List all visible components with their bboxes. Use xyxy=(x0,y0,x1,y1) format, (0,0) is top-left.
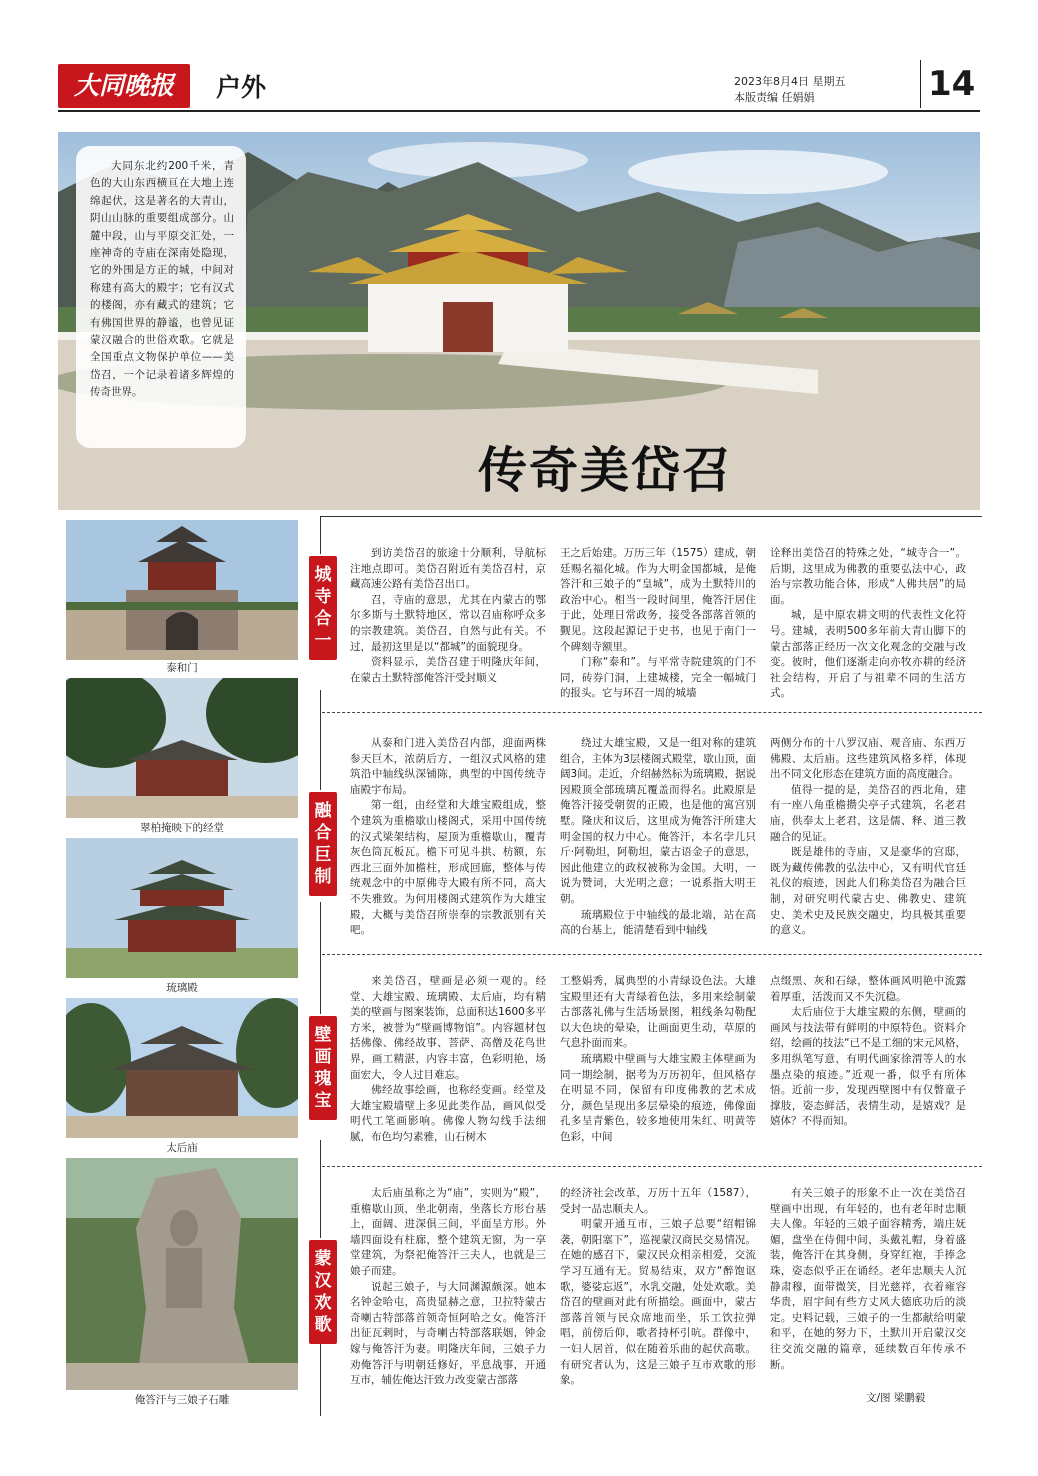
paragraph: 点缀黑、灰和石绿，整体画风明艳中流露着厚重，活泼而又不失沉稳。 xyxy=(770,975,966,1003)
section-3-col-1 xyxy=(350,974,546,1146)
section-tag-fusion: 融合巨制 xyxy=(309,792,337,896)
masthead-rule xyxy=(58,110,980,112)
paragraph: 诠释出美岱召的特殊之处，“城寺合一”。后期，这里成为佛教的重要弘法中心，政治与宗教功能合体，形成“人佛共居”的局面。 xyxy=(770,547,966,606)
empress-temple-illustration xyxy=(66,998,298,1138)
photo-stone-carving xyxy=(66,1158,298,1390)
gate-illustration xyxy=(66,520,298,660)
paragraph: 工整娟秀，属典型的小青绿设色法。大雄宝殿里还有大青绿着色法，多用来绘制蒙古部落礼佛与生活场景图，粗线条勾勒配以大色块的晕染，让画面更生动，草原的气息扑面而来。 xyxy=(560,975,756,1050)
section-rule-2 xyxy=(320,690,321,790)
masthead xyxy=(58,60,980,116)
section-3-col-3 xyxy=(770,974,966,1130)
sutra-hall-illustration xyxy=(66,678,298,818)
page-number-divider xyxy=(920,60,921,108)
section-rule-4 xyxy=(320,1140,321,1238)
newspaper-logo: 大同晚报 xyxy=(58,64,190,108)
caption-glazed-hall: 琉璃殿 xyxy=(166,982,198,994)
paragraph: 太后庙位于大雄宝殿的东侧，壁画的画风与技法带有鲜明的中原特色。资料介绍，绘画的技法“已不是工细的宋元风格，多用纵笔写意，有明代画家徐渭等人的水墨点染的痕迹。”近观一番，似乎有所体悟。近前一步，发现西壁图中有仅瞥童子撑肢，姿态鲜活，表情生动，是嬉戏？是嬉体？不得而知。 xyxy=(770,1006,966,1128)
caption-taihe-gate: 泰和门 xyxy=(166,662,198,674)
byline: 文/图 梁鹏毅 xyxy=(866,1392,926,1404)
paragraph: 琉璃殿位于中轴线的最北端，站在高高的台基上，能清楚看到中轴线 xyxy=(560,908,756,937)
issue-date: 2023年8月4日 星期五 xyxy=(734,75,846,88)
section-rule-3 xyxy=(320,902,321,1014)
section-2-col-1 xyxy=(350,736,546,939)
section-4-col-3 xyxy=(770,1186,966,1373)
paragraph: 的经济社会改革，万历十五年（1587），受封一品忠顺夫人。 xyxy=(560,1187,756,1215)
photo-sutra-hall xyxy=(66,678,298,818)
paragraph: 既是雄伟的寺庙，又是豪华的宫邸，既为藏传佛教的弘法中心，又有明代官廷礼仪的痕迹，因此人们称美岱召为融合巨制，对研究明代蒙古史、佛教史、建筑史、美术史及民族交融史，均具极其重要的意义。 xyxy=(770,846,966,937)
section-1-col-3 xyxy=(770,546,966,702)
caption-stone-carving: 俺答汗与三娘子石雕 xyxy=(134,1394,230,1406)
glazed-hall-illustration xyxy=(66,838,298,978)
section-4-col-2 xyxy=(560,1186,756,1389)
section-2-col-3 xyxy=(770,736,966,939)
caption-sutra-hall: 翠柏掩映下的经堂 xyxy=(140,822,224,834)
section-tag-city-temple: 城寺合一 xyxy=(309,556,337,660)
paragraph: 两侧分布的十八罗汉庙、观音庙、东西万佛殿、太后庙。这些建筑风格多样，体现出不同文化形态在建筑方面的高度融合。 xyxy=(770,737,966,781)
paragraph: 从泰和门进入美岱召内部，迎面两株参天巨木，浓荫后方，一组汉式风格的建筑沿中轴线纵深铺陈，典型的中国传统寺庙殿宇布局。 xyxy=(350,737,546,796)
paragraph: 第一组，由经堂和大雄宝殿组成，整个建筑为重檐歇山楼阁式，采用中国传统的汉式梁架结构，屋顶为重檐歇山，覆青灰色筒瓦板瓦。檐下可见斗拱、枋额，东西北三面外加檐柱，形成回廊，整体与传统观念中的中原佛寺大殿有所不同，高大不失雅致。为何用楼阁式建筑作为大雄宝殿，大概与美岱召所崇奉的宗教派别有关吧。 xyxy=(350,799,546,937)
paragraph: 有关三娘子的形象不止一次在美岱召壁画中出现，有年轻的，也有老年时忠顺夫人像。年轻的三娘子面容精秀，端庄妩媚，盘坐在侍佣中间，头戴礼帽，身着盛装，俺答汗在其身侧，身穿红袍，手捧念珠，姿态似乎正在诵经。老年忠顺夫人沉静肃穆，面带微笑，目光慈祥，衣着雍容华贵，眉宇间有些方丈风大德底功后的淡定。史料记载，三娘子的一生都献给明蒙和平，在她的努力下，土默川开启蒙汉交往交流交融的篇章，延续数百年传承不断。 xyxy=(770,1187,966,1371)
section-name: 户外 xyxy=(216,73,267,102)
intro-box: 大同东北约200千米，青色的大山东西横亘在大地上连绵起伏，这是著名的大青山，阴山山脉的重要组成部分。山麓中段，山与平原交汇处，一座神奇的寺庙在深南处隐现，它的外围是方正的城，中间对称建有高大的殿宇；它有汉式的楼阁，亦有藏式的建筑；它有佛国世界的静谧，也曾见证蒙汉融合的世俗欢歌。它就是全国重点文物保护单位——美岱召，一个记录着诸多辉煌的传奇世界。 xyxy=(76,146,246,448)
section-1-col-1 xyxy=(350,546,546,686)
page-editor: 本版责编 任娟娟 xyxy=(734,91,815,104)
paragraph: 值得一提的是，美岱召的西北角，建有一座八角重檐攒尖亭子式建筑，名老君庙，供奉太上老君，这是儒、释、道三教融合的见证。 xyxy=(770,783,966,843)
photo-taihe-gate xyxy=(66,520,298,660)
section-tag-murals: 壁画瑰宝 xyxy=(309,1016,337,1120)
paragraph: 说起三娘子，与大同渊源颇深。她本名钟金哈屯，高贵显赫之意，卫拉特蒙古奇喇古特部落首领奇恒阿哈之女。俺答汗出征瓦剌时，与奇喇古特部落联姻，钟金嫁与俺答汗为妻。明隆庆年间，三娘子力劝俺答汗与明朝廷修好，平息战事，开通互市，辅佐俺达汗致力改变蒙古部落 xyxy=(350,1280,546,1387)
section-3-col-2 xyxy=(560,974,756,1146)
paragraph: 到访美岱召的旅途十分顺利，导航标注地点即可。美岱召附近有美岱召村，京藏高速公路有美岱召出口。 xyxy=(350,547,546,591)
article-top-rule xyxy=(320,516,982,517)
section-divider-2 xyxy=(322,954,982,955)
paragraph: 明蒙开通互市，三娘子总要“绍帽锦袭，朝阳塞下”，巡视蒙汉商民交易情况。在她的感召下，蒙汉民众相亲相爱，交流学习互通有无。贸易结束，双方“醉饱讴歌，婆娑忘返”，水乳交融，处处欢歌。美岱召的壁画对此有所描绘。画面中，蒙古部落首领与民众席地而坐，乐工饮拉弹唱，前傍后仰，歌者持杯引吭。群像中，一妇人居首，似在随着乐曲的起伏高歌。有研究者认为，这是三娘子互市欢歌的形象。 xyxy=(560,1218,756,1387)
paragraph: 绕过大雄宝殿，又是一组对称的建筑组合，主体为3层楼阁式殿堂，歇山顶，面阔3间。走近，介绍赫然标为琉璃殿，据说因殿顶全部琉璃瓦覆盖而得名。此殿原是俺答汗接受朝贺的正殿，也是他的寓宫别墅。隆庆和议后，这里成为俺答汗所建大明金国的权力中心。俺答汗，本名孛儿只斤·阿勒坦，阿勒坦，蒙古语金子的意思，因此他建立的政权被称为金国。大明，一说为赞词，大光明之意；一说系指大明王朝。 xyxy=(560,737,756,905)
section-1-col-2 xyxy=(560,546,756,702)
paragraph: 城，是中原农耕文明的代表性文化符号。建城，表明500多年前大青山脚下的蒙古部落正经历一次文化观念的交融与改变。彼时，他们逐渐走向亦牧亦耕的经济社会结构，开启了与祖辈不同的生活方式。 xyxy=(770,609,966,700)
article-title: 传奇美岱召 xyxy=(478,441,734,499)
paragraph: 资料显示，美岱召建于明隆庆年间，在蒙古土默特部俺答汗受封顺义 xyxy=(350,656,546,684)
photo-glazed-hall xyxy=(66,838,298,978)
section-tag-mongol-han: 蒙汉欢歌 xyxy=(309,1240,337,1344)
section-4-col-1 xyxy=(350,1186,546,1389)
paragraph: 太后庙虽称之为“庙”，实则为“殿”，重檐歇山顶，坐北朝南，坐落长方形台基上，面阔、进深俱三间，平面呈方形。外墙四面设有柱廊，整个建筑无窗，为一享堂建筑，为祭祀俺答汗三夫人，也就是三娘子而建。 xyxy=(350,1187,546,1277)
section-divider-1 xyxy=(322,712,982,713)
paragraph: 王之后始建。万历三年（1575）建成，朝廷赐名福化城。作为大明金国都城，是俺答汗和三娘子的“皇城”，成为土默特川的政治中心。相当一段时间里，俺答汗居住于此，处理日常政务，接受各部落首领的觐见。这段起源记于史书，也见于南门一个碑刻寺额里。 xyxy=(560,547,756,653)
caption-empress-temple: 太后庙 xyxy=(166,1142,198,1154)
paragraph: 佛经故事绘画，也称经变画。经堂及大雄宝殿墙壁上多见此类作品，画风似受明代工笔画影响。佛像人物勾线手法细腻，布色均匀素雅，山石树木 xyxy=(350,1084,546,1143)
paragraph: 召，寺庙的意思，尤其在内蒙古的鄂尔多斯与土默特地区，常以召庙称呼众多的宗教建筑。美岱召，自然与此有关。不过，最初这里是以“都城”的面貌现身。 xyxy=(350,593,546,653)
section-2-col-2 xyxy=(560,736,756,939)
page-number: 14 xyxy=(928,64,976,104)
section-rule-5 xyxy=(320,1336,321,1416)
photo-empress-temple xyxy=(66,998,298,1138)
paragraph: 门称“泰和”。与平常寺院建筑的门不同，砖券门洞，上建城楼，完全一幅城门的报头。它与环召一周的城墙 xyxy=(560,656,756,700)
paragraph: 来美岱召，壁画是必须一观的。经堂、大雄宝殿、琉璃殿、太后庙，均有精美的壁画与图案装饰，总面积达1600多平方米，被誉为“壁画博物馆”。内容题材包括佛像、佛经故事、菩萨、高僧及花鸟世界，画工精湛，内容丰富，色彩明艳，场面宏大，令人过目难忘。 xyxy=(350,975,546,1081)
paragraph: 琉璃殿中壁画与大雄宝殿主体壁画为同一期绘制，据考为万历初年，但风格存在明显不同，保留有印度佛教的艺术成分，颜色呈现出多层晕染的痕迹，佛像面孔多呈青紫色，较多地使用朱红、明黄等色彩，中间 xyxy=(560,1052,756,1143)
section-divider-3 xyxy=(322,1166,982,1167)
stone-carving-illustration xyxy=(66,1158,298,1390)
section-rule-1 xyxy=(320,516,321,554)
